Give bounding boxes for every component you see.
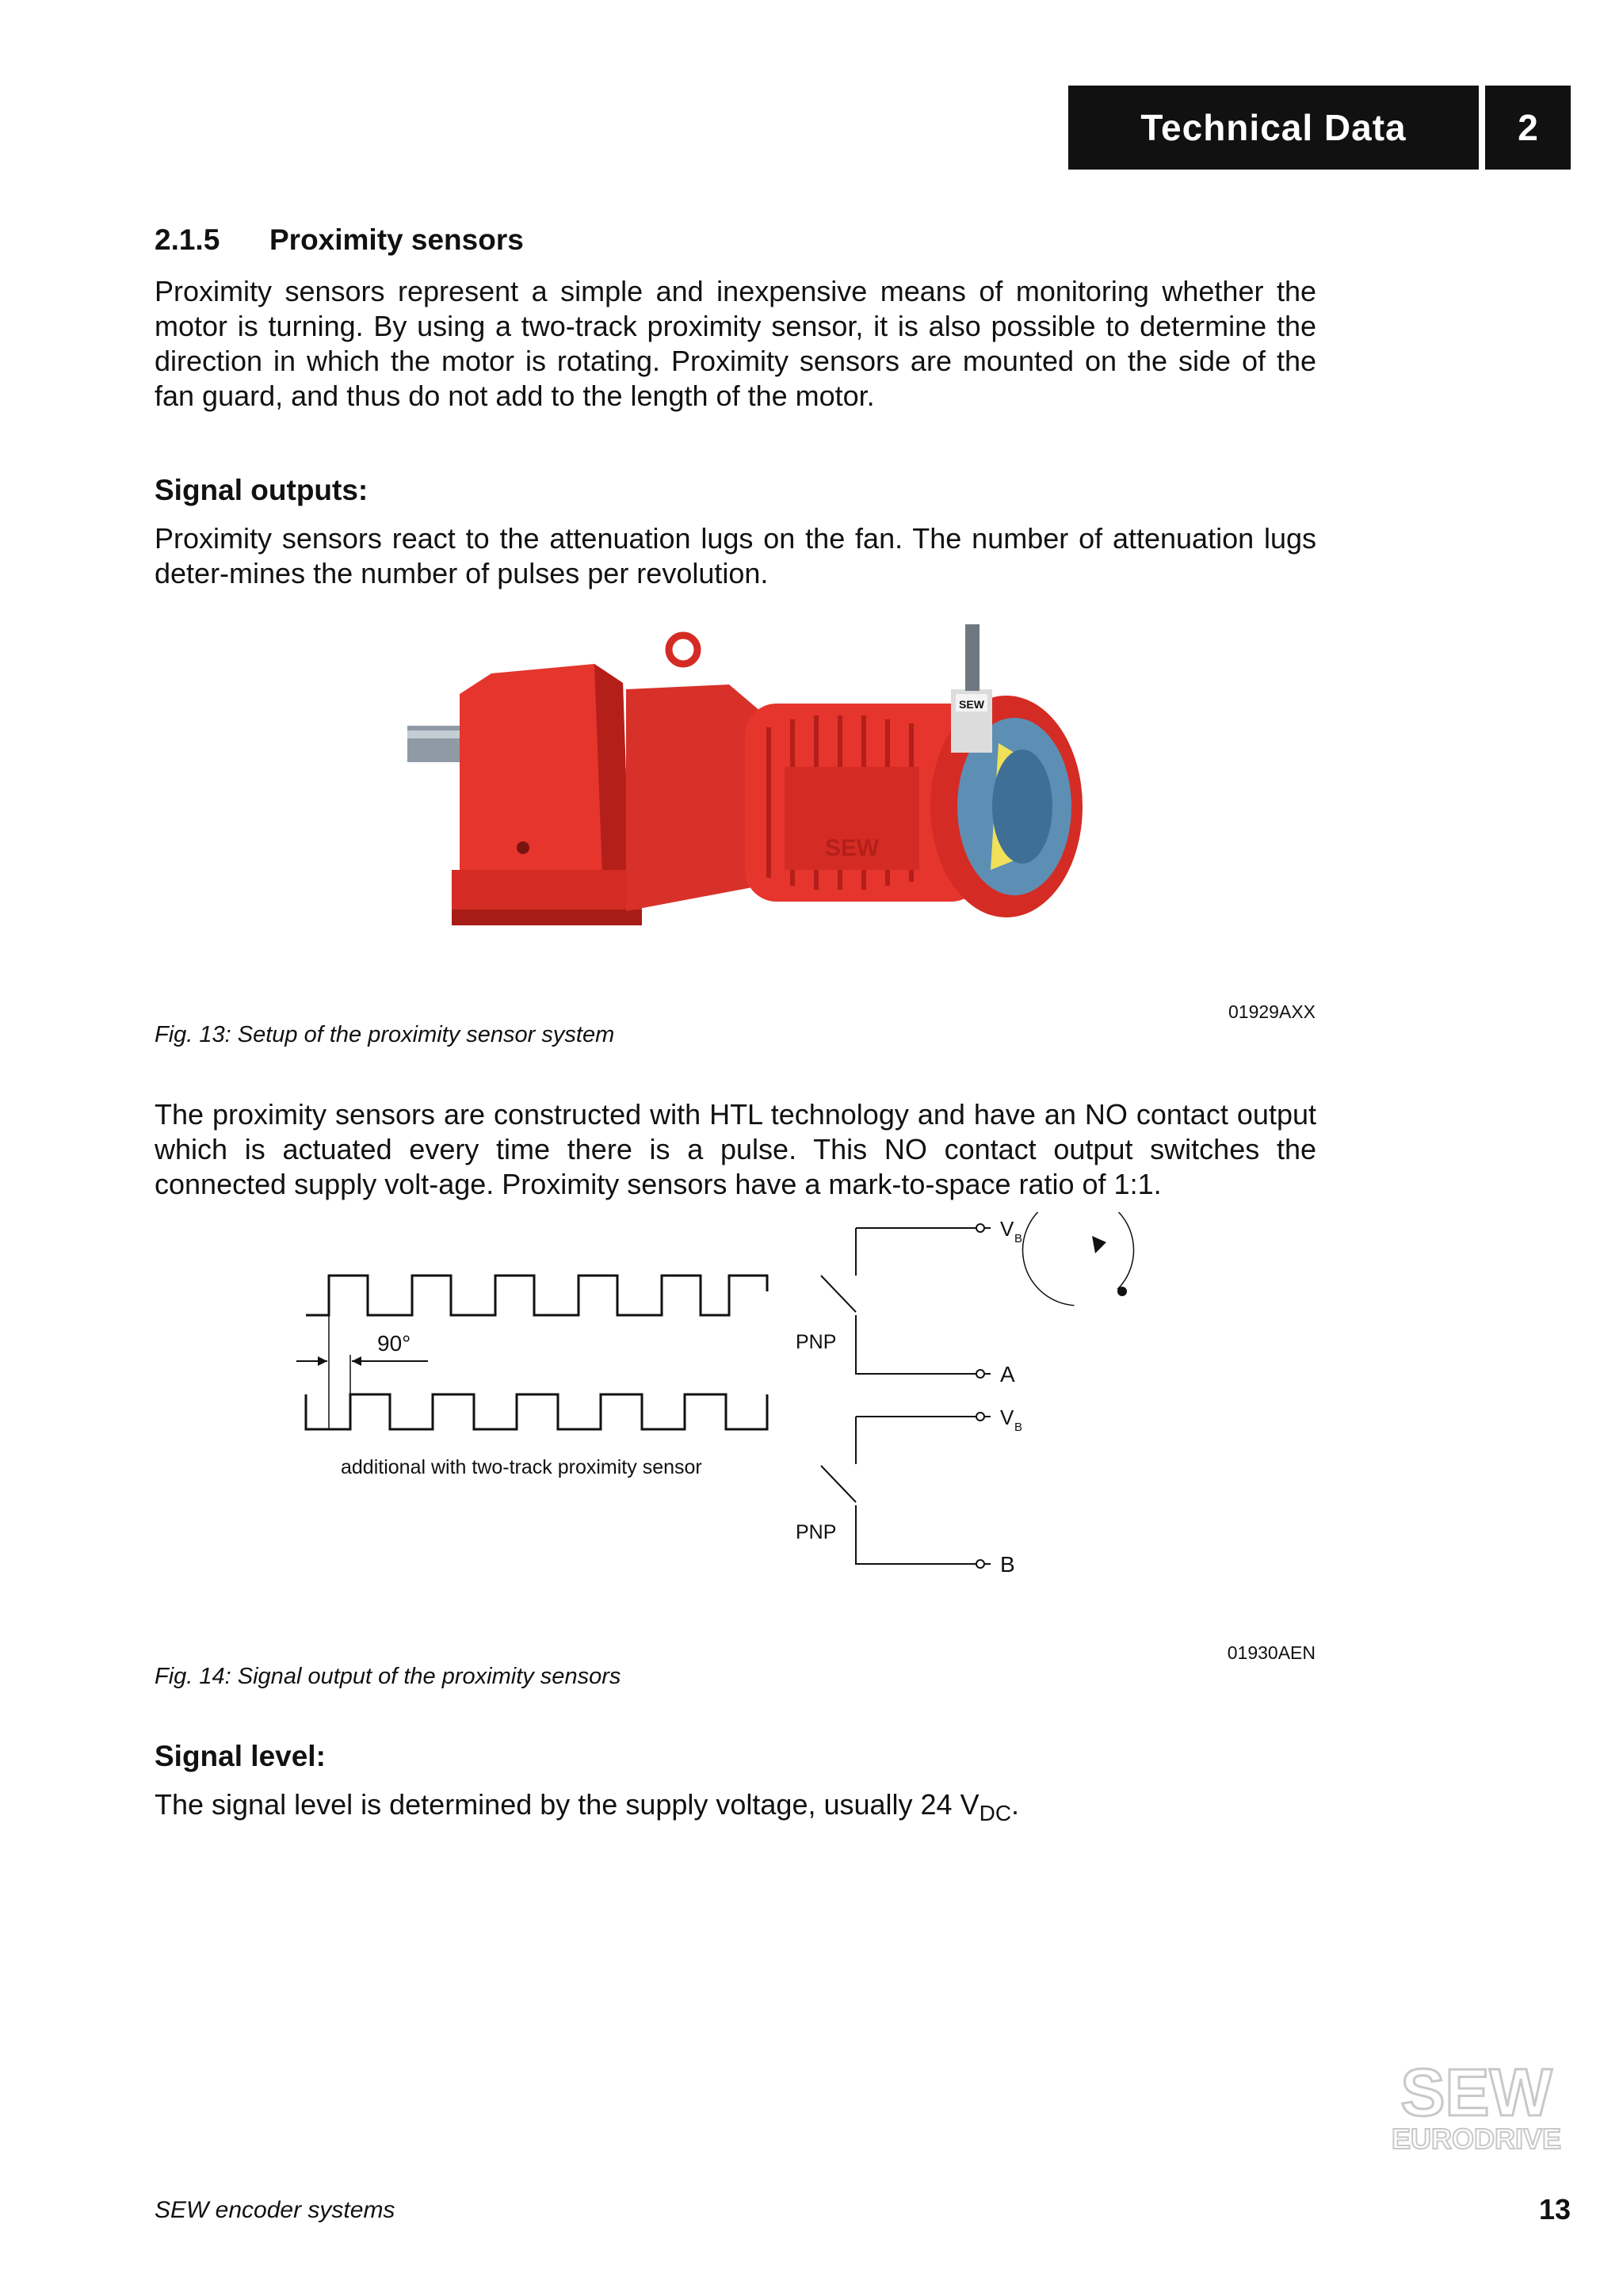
signal-level-subscript: DC bbox=[979, 1801, 1012, 1826]
terminal-a bbox=[976, 1370, 984, 1378]
pnp-a-label: PNP bbox=[796, 1331, 837, 1353]
sensor-badge: SEW bbox=[959, 698, 984, 711]
signal-level-text: The signal level is determined by the supply voltage, usually 24 V bbox=[155, 1788, 980, 1821]
terminal-vb-b bbox=[976, 1413, 984, 1421]
logo-sew: SEW bbox=[1400, 2060, 1552, 2130]
lifting-eye bbox=[669, 635, 697, 664]
motor-photo bbox=[396, 616, 1094, 965]
signal-level-paragraph bbox=[155, 1787, 1316, 1831]
signal-level-end: . bbox=[1011, 1788, 1020, 1821]
track-b-waveform bbox=[306, 1394, 767, 1429]
signal-outputs-heading: Signal outputs: bbox=[155, 474, 369, 506]
output-b-label: B bbox=[1000, 1552, 1015, 1577]
logo-graphic bbox=[1377, 2060, 1575, 2157]
section-title: Proximity sensors bbox=[269, 223, 524, 256]
figure-13-caption: Fig. 13: Setup of the proximity sensor system bbox=[155, 1022, 615, 1047]
intro-paragraph: Proximity sensors represent a simple and inexpensive means of monitoring whether the motor is turning. By using a two-track proximity sensor, it is also possible to determine the direction in which the motor is rotating. Proximity sensors are mounted on the side of the fan guard, and thus do not add to the length of the motor. bbox=[155, 275, 1316, 412]
signal-level-heading: Signal level: bbox=[155, 1740, 326, 1772]
pnp-b-label: PNP bbox=[796, 1521, 837, 1543]
vb-b-label: V bbox=[1000, 1405, 1014, 1429]
vb-a-label: V bbox=[1000, 1217, 1014, 1241]
signal-output-diagram bbox=[293, 1212, 1205, 1585]
rotation-arrow-icon bbox=[1092, 1236, 1106, 1253]
vb-b-subscript: B bbox=[1014, 1421, 1023, 1434]
phase-label: 90° bbox=[377, 1331, 411, 1356]
vb-a-subscript: B bbox=[1014, 1232, 1023, 1245]
gearmotor-illustration bbox=[396, 616, 1094, 965]
rotation-center bbox=[1117, 1287, 1127, 1296]
page-number: 13 bbox=[1538, 2193, 1571, 2225]
output-a-label: A bbox=[1000, 1362, 1015, 1386]
figure-13-code: 01929AXX bbox=[1228, 1001, 1316, 1022]
signal-outputs-paragraph: Proximity sensors react to the attenuation lugs on the fan. The number of attenuation lugs deter-mines the number of pulses per revolution. bbox=[155, 522, 1316, 589]
chapter-title-tab: Technical Data bbox=[1068, 86, 1479, 170]
footer-document-title: SEW encoder systems bbox=[155, 2197, 395, 2223]
sew-eurodrive-logo bbox=[1377, 2060, 1575, 2157]
track-a-waveform bbox=[306, 1276, 767, 1315]
track-b-label: additional with two-track proximity sensor bbox=[341, 1456, 702, 1478]
figure-14-code: 01930AEN bbox=[1227, 1642, 1316, 1663]
housing-logo: SEW bbox=[824, 835, 880, 861]
figure-14-caption: Fig. 14: Signal output of the proximity sensors bbox=[155, 1664, 621, 1689]
logo-eurodrive: EURODRIVE bbox=[1391, 2122, 1562, 2155]
switch-a-contact bbox=[821, 1276, 856, 1312]
section-heading bbox=[155, 223, 524, 257]
terminal-b bbox=[976, 1560, 984, 1568]
htl-paragraph: The proximity sensors are constructed with HTL technology and have an NO contact output which is actuated every time there is a pulse. This NO contact output switches the connected supply volt-age. Proximity sensors have a mark-to-space ratio of 1:1. bbox=[155, 1098, 1316, 1200]
sensor-cable bbox=[965, 624, 980, 691]
chapter-number-tab: 2 bbox=[1485, 86, 1571, 170]
section-number: 2.1.5 bbox=[155, 223, 220, 256]
signal-diagram bbox=[293, 1212, 1205, 1585]
terminal-vb-a bbox=[976, 1224, 984, 1232]
rotation-circle bbox=[1007, 1212, 1149, 1322]
switch-b-contact bbox=[821, 1466, 856, 1502]
